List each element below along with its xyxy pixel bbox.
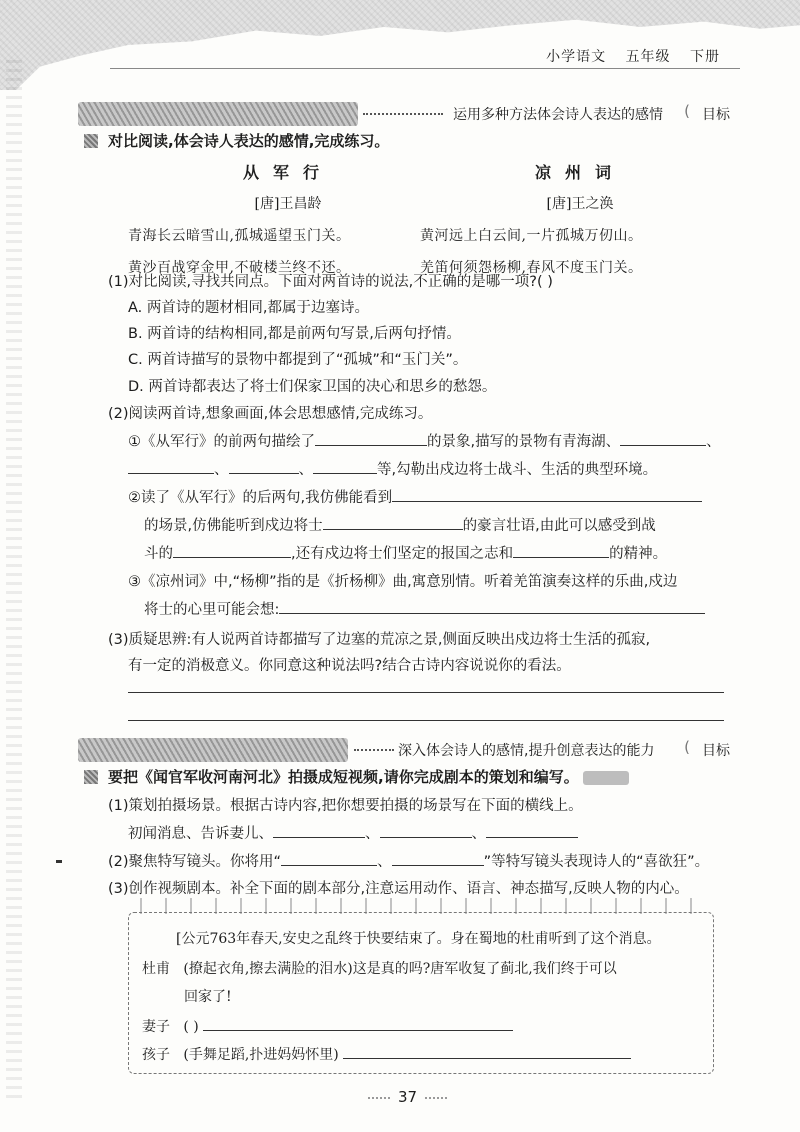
page-number: 37 bbox=[398, 1088, 418, 1106]
header-divider bbox=[110, 68, 740, 69]
header-subject: 小学语文 bbox=[546, 49, 607, 65]
answer-blank[interactable] bbox=[513, 543, 609, 558]
answer-blank[interactable] bbox=[315, 431, 427, 446]
q2c-line1: ③《凉州词》中,“杨柳”指的是《折杨柳》曲,寓意别情。听着羌笛演奏这样的乐曲,戍边 bbox=[128, 574, 678, 590]
poem-liangzhouci bbox=[420, 160, 740, 277]
answer-blank[interactable] bbox=[279, 599, 705, 614]
q3-answer-line[interactable] bbox=[128, 692, 724, 693]
script-child-line: 孩子 (手舞足蹈,扑进妈妈怀里) bbox=[142, 1044, 631, 1064]
section1-task: 对比阅读,体会诗人表达的感情,完成练习。 bbox=[108, 132, 390, 150]
answer-blank[interactable] bbox=[273, 823, 365, 838]
answer-blank[interactable] bbox=[620, 431, 706, 446]
footer-ornament bbox=[425, 1097, 447, 1099]
answer-blank[interactable] bbox=[486, 823, 578, 838]
answer-blank[interactable] bbox=[281, 851, 377, 866]
q1-option-a[interactable]: A. 两首诗的题材相同,都属于边塞诗。 bbox=[128, 300, 369, 316]
section2-task: 要把《闻官军收河南河北》拍摄成短视频,请你完成剧本的策划和编写。 bbox=[108, 766, 629, 787]
poem-author: [唐]王昌龄 bbox=[254, 196, 322, 212]
poem-title: 凉州词 bbox=[534, 163, 625, 182]
section2-heading: 深入体会诗人的感情,提升创意表达的能力 ( 目标 bbox=[78, 738, 730, 762]
plan-p3: (3)创作视频剧本。补全下面的剧本部分,注意运用动作、语言、神态描写,反映人物的内心。 bbox=[108, 881, 689, 897]
binding-edge bbox=[6, 60, 22, 1100]
section2-badge bbox=[78, 738, 348, 762]
answer-blank[interactable] bbox=[128, 459, 214, 474]
script-wife-line bbox=[142, 1016, 513, 1036]
answer-blank[interactable] bbox=[229, 459, 299, 474]
header-term: 下册 bbox=[690, 49, 720, 65]
q2-stem: (2)阅读两首诗,想象画面,体会思想感情,完成练习。 bbox=[108, 406, 433, 422]
page-header bbox=[532, 46, 720, 66]
answer-blank[interactable] bbox=[343, 1044, 631, 1059]
speaker-name: 孩子 bbox=[142, 1047, 170, 1063]
scan-artifact bbox=[56, 860, 62, 863]
q1-stem: (1)对比阅读,寻找共同点。下面对两首诗的说法,不正确的是哪一项?( ) bbox=[108, 274, 553, 290]
script-intro: [公元763年春天,安史之乱终于快要结束了。身在蜀地的杜甫听到了这个消息。 bbox=[176, 931, 661, 947]
difficulty-badge bbox=[583, 771, 629, 785]
answer-blank[interactable] bbox=[392, 851, 484, 866]
poem-author: [唐]王之涣 bbox=[546, 196, 614, 212]
section1-tag: 目标 bbox=[702, 107, 730, 123]
q2c-line2: 将士的心里可能会想: bbox=[144, 598, 705, 619]
q3-answer-line[interactable] bbox=[128, 720, 724, 721]
task2-marker-icon bbox=[84, 770, 98, 784]
poem-title: 从军行 bbox=[242, 163, 333, 182]
q1-option-c[interactable]: C. 两首诗描写的景物中都提到了“孤城”和“玉门关”。 bbox=[128, 352, 468, 368]
speaker-name: 妻子 bbox=[142, 1019, 170, 1035]
section1-badge bbox=[78, 102, 358, 126]
q2b-line3: 斗的 ,还有戍边将士们坚定的报国之志和 的精神。 bbox=[144, 542, 667, 563]
poem-congjunxing bbox=[128, 160, 448, 277]
plan-p1-answer: 初闻消息、告诉妻儿、 、 、 bbox=[128, 822, 578, 843]
wife-action-blank[interactable]: ( ) bbox=[183, 1019, 199, 1035]
torn-paper-edge bbox=[0, 0, 800, 90]
q3-line1: (3)质疑思辨:有人说两首诗都描写了边塞的荒凉之景,侧面反映出戍边将士生活的孤寂, bbox=[108, 632, 651, 648]
q3-line2: 有一定的消极意义。你同意这种说法吗?结合古诗内容说说你的看法。 bbox=[128, 658, 571, 674]
footer-ornament bbox=[368, 1097, 390, 1099]
poem-line: 黄河远上白云间,一片孤城万仞山。 bbox=[420, 228, 643, 244]
plan-p1: (1)策划拍摄场景。根据古诗内容,把你想要拍摄的场景写在下面的横线上。 bbox=[108, 798, 583, 814]
script-dufu-line: 杜甫 (撩起衣角,擦去满脸的泪水)这是真的吗?唐军收复了蓟北,我们终于可以 bbox=[142, 961, 617, 977]
section1-objective: 运用多种方法体会诗人表达的感情 bbox=[453, 107, 663, 123]
script-dufu-line2: 回家了! bbox=[184, 989, 232, 1005]
poem-line: 青海长云暗雪山,孤城遥望玉门关。 bbox=[128, 228, 351, 244]
poem-line: 羌笛何须怨杨柳,春风不度玉门关。 bbox=[420, 260, 643, 276]
answer-blank[interactable] bbox=[173, 543, 291, 558]
q2a-line2: 、 、 等,勾勒出戍边将士战斗、生活的典型环境。 bbox=[128, 458, 657, 479]
section1-leader bbox=[363, 113, 443, 115]
q1-option-b[interactable]: B. 两首诗的结构相同,都是前两句写景,后两句抒情。 bbox=[128, 326, 461, 342]
header-grade: 五年级 bbox=[625, 49, 671, 65]
poem-line: 黄沙百战穿金甲,不破楼兰终不还。 bbox=[128, 260, 351, 276]
answer-blank[interactable] bbox=[203, 1016, 513, 1031]
answer-blank[interactable] bbox=[380, 823, 472, 838]
answer-blank[interactable] bbox=[392, 487, 702, 502]
q1-option-d[interactable]: D. 两首诗都表达了将士们保家卫国的决心和思乡的愁怨。 bbox=[128, 379, 497, 395]
page-footer bbox=[360, 1088, 455, 1106]
answer-blank[interactable] bbox=[323, 515, 463, 530]
section2-tag: 目标 bbox=[702, 743, 730, 759]
section1-heading: 运用多种方法体会诗人表达的感情 ( 目标 bbox=[78, 102, 730, 126]
speaker-name: 杜甫 bbox=[142, 961, 170, 977]
section2-objective: 深入体会诗人的感情,提升创意表达的能力 bbox=[398, 743, 655, 759]
task1-marker-icon bbox=[84, 134, 98, 148]
plan-p2: (2)聚焦特写镜头。你将用“ 、 ”等特写镜头表现诗人的“喜欲狂”。 bbox=[108, 850, 709, 871]
section2-leader bbox=[354, 749, 394, 751]
answer-blank[interactable] bbox=[313, 459, 377, 474]
q2b-line2: 的场景,仿佛能听到戍边将士 的豪言壮语,由此可以感受到战 bbox=[144, 514, 656, 535]
q2a-line1: ①《从军行》的前两句描绘了 的景象,描写的景物有青海湖、 、 bbox=[128, 430, 721, 451]
q2b-line1: ②读了《从军行》的后两句,我仿佛能看到 bbox=[128, 486, 702, 507]
